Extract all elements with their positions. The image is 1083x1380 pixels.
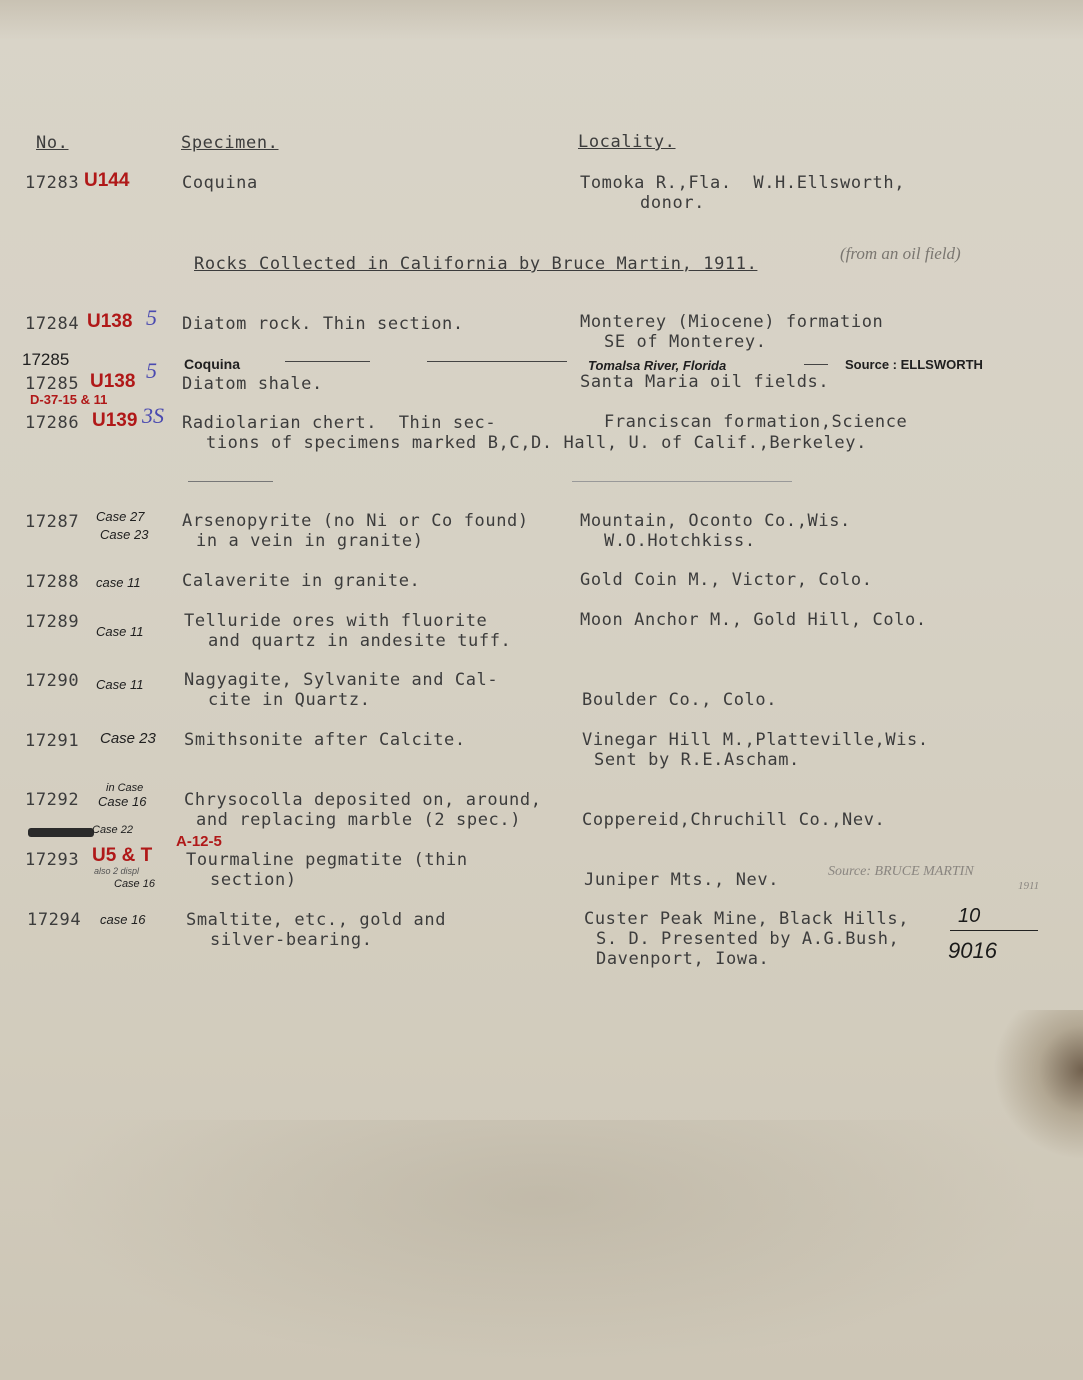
locality-text: donor.: [640, 193, 706, 213]
case-note: Case 11: [96, 677, 144, 692]
case-note: in Case: [106, 782, 144, 794]
locality-text: Davenport, Iowa.: [596, 949, 770, 969]
row-number: 17289: [25, 612, 80, 632]
specimen-text: cite in Quartz.: [208, 690, 371, 710]
blue-mark: 5: [146, 305, 157, 330]
specimen-text: Diatom rock. Thin section.: [182, 314, 464, 334]
row-number: 17287: [25, 512, 80, 532]
locality-text: Santa Maria oil fields.: [580, 372, 830, 392]
red-tag: U139: [92, 410, 138, 431]
blue-mark: 5: [146, 358, 157, 383]
specimen-text: in a vein in granite): [196, 531, 424, 551]
case-note: Case 11: [96, 624, 144, 639]
bottom-water-stain: [0, 1120, 1083, 1380]
red-reference: A-12-5: [176, 833, 222, 850]
case-note: Case 27: [96, 509, 145, 524]
ink-underline: [950, 930, 1038, 931]
ink-dash: [804, 364, 828, 365]
handwritten-number: 17285: [22, 350, 70, 369]
specimen-text: tions of specimens marked B,C,D. Hall, U. of Calif.,Berkeley.: [206, 433, 867, 453]
case-note: Case 23: [100, 527, 149, 542]
section-title: Rocks Collected in California by Bruce Martin, 1911.: [194, 254, 758, 274]
row-number: 17284: [25, 314, 80, 334]
specimen-text: and quartz in andesite tuff.: [208, 631, 512, 651]
red-tag: U138: [87, 311, 133, 332]
specimen-text: Coquina: [182, 173, 258, 193]
locality-text: Coppereid,Chruchill Co.,Nev.: [582, 810, 886, 830]
row-number: 17293: [25, 850, 80, 870]
case-note: Case 22: [92, 824, 133, 836]
specimen-text: Tourmaline pegmatite (thin: [186, 850, 468, 870]
case-note: case 16: [100, 912, 146, 927]
specimen-text: Telluride ores with fluorite: [184, 611, 488, 631]
case-note: also 2 displ: [94, 866, 140, 876]
handwritten-locality: Tomalsa River, Florida: [588, 358, 727, 373]
specimen-text: Arsenopyrite (no Ni or Co found): [182, 511, 529, 531]
red-tag: U5 & T: [92, 845, 153, 866]
top-edge-stain: [0, 0, 1083, 40]
locality-text: Tomoka R.,Fla. W.H.Ellsworth,: [580, 173, 906, 193]
red-reference: D-37-15 & 11: [30, 392, 108, 407]
specimen-text: Calaverite in granite.: [182, 571, 421, 591]
header-locality: Locality.: [578, 132, 676, 152]
locality-text: Sent by R.E.Ascham.: [594, 750, 800, 770]
specimen-text: Nagyagite, Sylvanite and Cal-: [184, 670, 499, 690]
red-tag: U144: [84, 170, 130, 191]
row-number: 17283: [25, 173, 80, 193]
case-note: case 11: [96, 575, 141, 590]
locality-text: Gold Coin M., Victor, Colo.: [580, 570, 873, 590]
specimen-text: silver-bearing.: [210, 930, 373, 950]
specimen-text: section): [210, 870, 297, 890]
locality-text: Vinegar Hill M.,Platteville,Wis.: [582, 730, 929, 750]
specimen-text: Radiolarian chert. Thin sec-: [182, 413, 497, 433]
specimen-text: Diatom shale.: [182, 374, 323, 394]
pencil-source: Source: BRUCE MARTIN: [828, 864, 974, 879]
row-number: 17290: [25, 671, 80, 691]
ink-dash: [285, 361, 370, 362]
specimen-text: Smithsonite after Calcite.: [184, 730, 466, 750]
section-note: (from an oil field): [840, 244, 961, 263]
specimen-text: Chrysocolla deposited on, around,: [184, 790, 542, 810]
locality-text: S. D. Presented by A.G.Bush,: [596, 929, 900, 949]
separator-line: [572, 481, 792, 482]
case-note: Case 16: [98, 794, 147, 809]
locality-text: Juniper Mts., Nev.: [584, 870, 780, 890]
locality-text: Monterey (Miocene) formation: [580, 312, 884, 332]
pencil-year: 1911: [1018, 880, 1040, 892]
separator-line: [188, 481, 273, 482]
row-number: 17288: [25, 572, 80, 592]
handwritten-count: 10: [958, 905, 981, 927]
case-note: Case 23: [100, 730, 156, 747]
specimen-text: and replacing marble (2 spec.): [196, 810, 522, 830]
locality-text: Mountain, Oconto Co.,Wis.: [580, 511, 851, 531]
locality-text: W.O.Hotchkiss.: [604, 531, 756, 551]
header-no: No.: [36, 133, 69, 153]
row-number: 17285: [25, 374, 80, 394]
red-tag: U138: [90, 371, 136, 392]
locality-text: Custer Peak Mine, Black Hills,: [584, 909, 910, 929]
locality-text: Franciscan formation,Science: [604, 412, 908, 432]
handwritten-source: Source : ELLSWORTH: [845, 357, 983, 372]
locality-text: Boulder Co., Colo.: [582, 690, 778, 710]
handwritten-specimen: Coquina: [184, 356, 240, 372]
ink-dash: [427, 361, 567, 362]
locality-text: SE of Monterey.: [604, 332, 767, 352]
row-number: 17292: [25, 790, 80, 810]
blue-mark: 3S: [142, 403, 164, 428]
struck-out-number: [28, 828, 94, 837]
row-number: 17291: [25, 731, 80, 751]
row-number: 17294: [27, 910, 82, 930]
row-number: 17286: [25, 413, 80, 433]
header-specimen: Specimen.: [181, 133, 279, 153]
corner-stain: [993, 1010, 1083, 1160]
specimen-text: Smaltite, etc., gold and: [186, 910, 447, 930]
case-note: Case 16: [114, 878, 155, 890]
locality-text: Moon Anchor M., Gold Hill, Colo.: [580, 610, 927, 630]
handwritten-total: 9016: [948, 938, 997, 963]
